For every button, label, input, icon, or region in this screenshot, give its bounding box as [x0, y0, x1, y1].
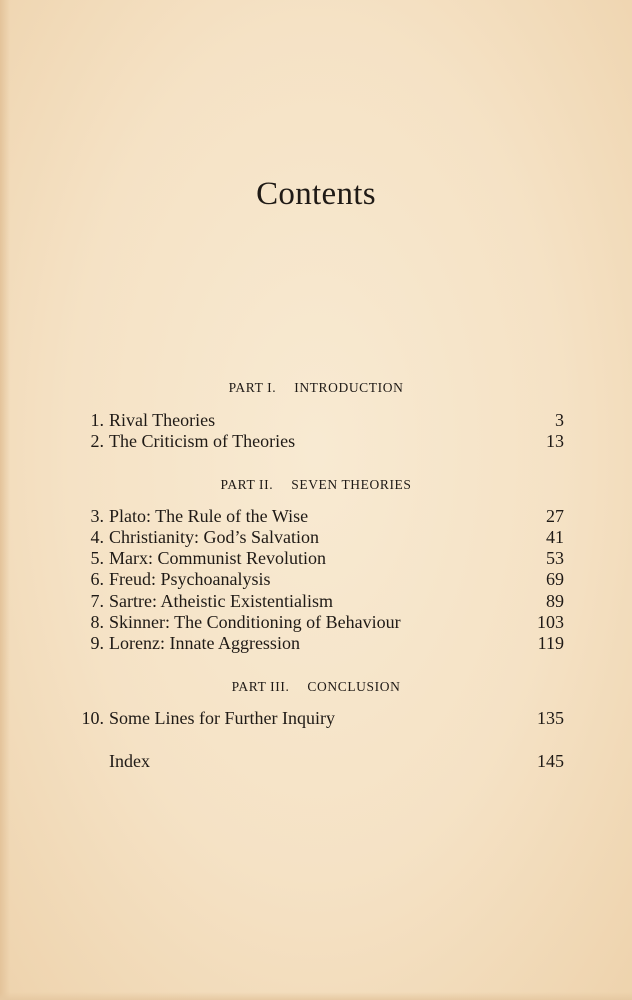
page-number: 145 [537, 751, 564, 771]
chapter-title: Some Lines for Further Inquiry [109, 708, 335, 728]
toc-index-entry[interactable] [0, 750, 632, 772]
chapter-number: 5. [90, 548, 104, 568]
toc-entry[interactable] [0, 611, 632, 633]
part-heading-3 [0, 679, 632, 695]
page-number: 135 [537, 708, 564, 728]
page-number: 3 [555, 410, 564, 430]
part-label: PART III. [231, 679, 290, 694]
page-number: 69 [546, 569, 564, 589]
chapter-title: Skinner: The Conditioning of Behaviour [109, 612, 401, 632]
toc-entry[interactable] [0, 590, 632, 612]
toc-entry[interactable] [0, 526, 632, 548]
chapter-title: Christianity: God’s Salvation [109, 527, 319, 547]
chapter-number: 2. [90, 431, 104, 451]
index-title: Index [109, 751, 150, 771]
part-name: INTRODUCTION [294, 380, 404, 395]
page-number: 119 [537, 633, 564, 653]
chapter-title: The Criticism of Theories [109, 431, 296, 451]
toc-entry[interactable] [0, 547, 632, 569]
chapter-number: 7. [90, 591, 104, 611]
page-number: 103 [537, 612, 564, 632]
part-label: PART I. [228, 380, 277, 395]
chapter-title: Sartre: Atheistic Existentialism [109, 591, 333, 611]
toc-entry[interactable] [0, 505, 632, 527]
chapter-number: 3. [90, 506, 104, 526]
chapter-number: 4. [90, 527, 104, 547]
chapter-title: Rival Theories [109, 410, 216, 430]
part-heading-2 [0, 477, 632, 493]
chapter-title: Marx: Communist Revolution [109, 548, 327, 568]
page-number: 27 [546, 506, 564, 526]
chapter-number: 6. [90, 569, 104, 589]
part-heading-1 [0, 380, 632, 396]
page-edge-shadow-left [0, 0, 10, 1000]
part-name: SEVEN THEORIES [291, 477, 412, 492]
chapter-title: Freud: Psychoanalysis [109, 569, 271, 589]
part-label: PART II. [220, 477, 274, 492]
chapter-title: Plato: The Rule of the Wise [109, 506, 309, 526]
chapter-number: 8. [90, 612, 104, 632]
page-number: 89 [546, 591, 564, 611]
page-number: 13 [546, 431, 564, 451]
chapter-title: Lorenz: Innate Aggression [109, 633, 300, 653]
page-edge-shadow-bottom [0, 992, 632, 1000]
page-title: Contents [256, 176, 376, 212]
toc-entry[interactable] [0, 568, 632, 590]
chapter-number: 1. [90, 410, 104, 430]
toc-entry[interactable] [0, 430, 632, 452]
chapter-number: 9. [90, 633, 104, 653]
toc-entry[interactable] [0, 707, 632, 729]
page-number: 53 [546, 548, 564, 568]
toc-entry[interactable] [0, 409, 632, 431]
chapter-number: 10. [81, 708, 104, 728]
part-name: CONCLUSION [307, 679, 401, 694]
page-number: 41 [546, 527, 564, 547]
toc-entry[interactable] [0, 632, 632, 654]
